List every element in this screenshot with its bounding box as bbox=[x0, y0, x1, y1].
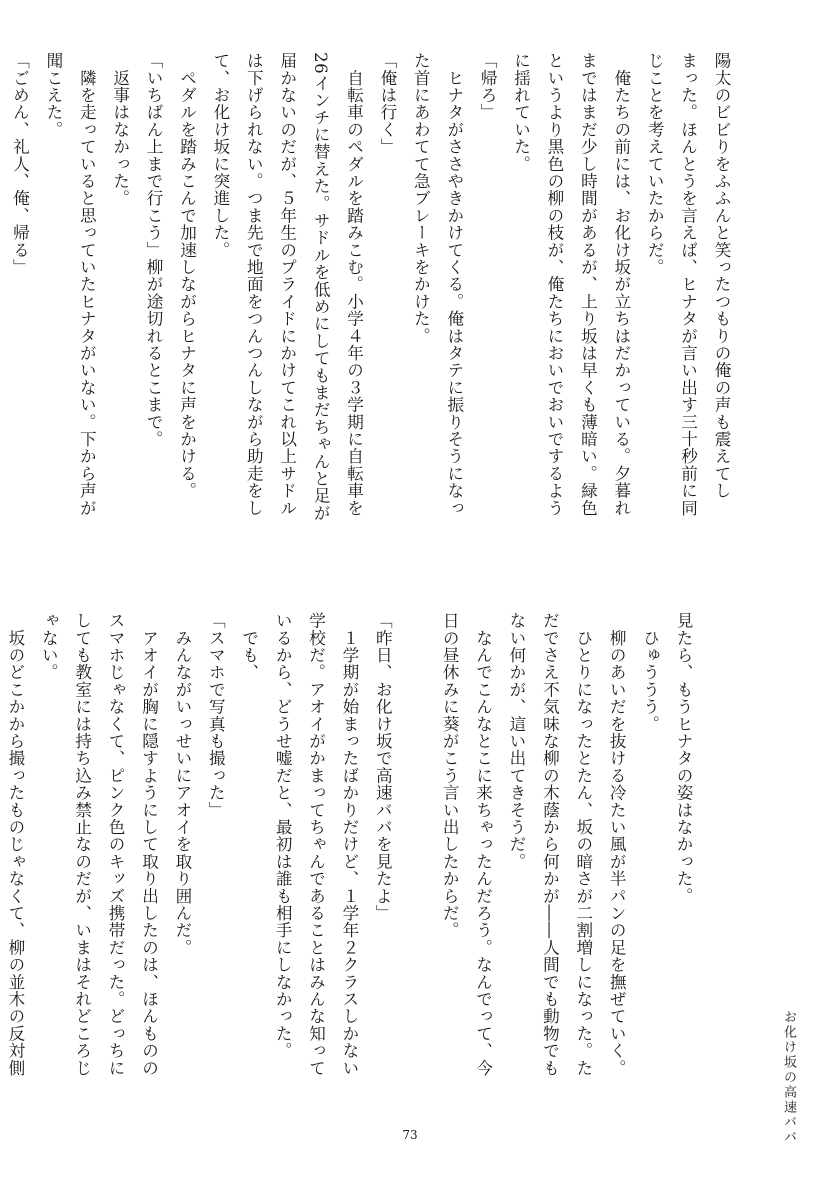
text-line: 「ごめん、礼人、俺、帰る」 bbox=[10, 52, 30, 276]
text-line: 陽太のビビりをふふんと笑ったつもりの俺の声も震えてし bbox=[712, 52, 731, 500]
text-line: まった。ほんとうを言えば、ヒナタが言い出す三十秒前に同 bbox=[678, 52, 698, 517]
text-line: ゃない。 bbox=[39, 612, 59, 681]
text-line: アオイが胸に隠すようにして取り出したのは、ほんものの bbox=[139, 612, 159, 1077]
text-line: 日の昼休みに葵がこう言い出したからだ。 bbox=[440, 612, 460, 939]
text-line: スマホじゃなくて、ピンク色のキッズ携帯だった。どっちに bbox=[106, 612, 126, 1077]
text-line: 届かないのだが、５年生のプライドにかけてこれ以上サドル bbox=[277, 52, 297, 517]
running-title: お化け坂の高速ババ bbox=[781, 1010, 796, 1145]
text-line: というより黒色の柳の枝が、俺たちにおいでおいでするよう bbox=[544, 52, 564, 517]
text-line: に揺れていた。 bbox=[511, 52, 531, 173]
text-line: ない何かが、這い出てきそうだ。 bbox=[506, 612, 526, 870]
text-line: 「帰ろ」 bbox=[478, 52, 498, 121]
text-line: だでさえ不気味な柳の木蔭から何かが――人間でも動物でも bbox=[540, 612, 560, 1077]
page-number: 73 bbox=[402, 1128, 418, 1142]
text-line: しても教室には持ち込み禁止なのだが、いまはそれどころじ bbox=[72, 612, 92, 1077]
text-line: 26インチに替えた。サドルを低めにしてもまだちゃんと足が bbox=[311, 52, 331, 522]
text-line: 「俺は行く」 bbox=[377, 52, 397, 156]
text-line: 俺たちの前には、お化け坂が立ちはだかっている。夕暮れ bbox=[611, 52, 631, 517]
text-line: なんでこんなとこに来ちゃったんだろう。なんでって、今 bbox=[473, 612, 493, 1077]
text-line: た首にあわてて急ブレーキをかけた。 bbox=[411, 52, 431, 345]
text-line: は下げられない。つま先で地面をつんつんしながら助走をし bbox=[244, 52, 264, 517]
text-line: 柳のあいだを抜ける冷たい風が半パンの足を撫ぜていく。 bbox=[607, 612, 627, 1077]
text-line: 「スマホで写真も撮った」 bbox=[206, 612, 226, 819]
text-line bbox=[399, 612, 432, 1132]
text-line: て、お化け坂に突進した。 bbox=[210, 52, 230, 259]
text-line: 隣を走っていると思っていたヒナタがいない。下から声が bbox=[77, 52, 97, 517]
lower-text-block bbox=[0, 612, 700, 1132]
text-line: まではまだ少し時間があるが、上り坂は早くも薄暗い。緑色 bbox=[578, 52, 598, 517]
text-line: 聞こえた。 bbox=[43, 52, 63, 138]
text-line: じことを考えていたからだ。 bbox=[645, 52, 665, 276]
text-line: 「昨日、お化け坂で高速ババを見たよ」 bbox=[373, 612, 393, 922]
text-line: ひゅううう。 bbox=[640, 612, 660, 733]
text-line: ヒナタがささやきかけてくる。俺はタテに振りそうになっ bbox=[444, 52, 464, 517]
text-line: 学校だ。アオイがかまってちゃんであることはみんな知って bbox=[306, 612, 326, 1077]
text-line bbox=[0, 52, 3, 572]
text-line: 返事はなかった。 bbox=[110, 52, 130, 207]
text-line: 「いちばん上まで行こう」柳が途切れるとこまで。 bbox=[144, 52, 164, 448]
text-line: 見たら、もうヒナタの姿はなかった。 bbox=[674, 612, 693, 905]
text-line: ひとりになったとたん、坂の暗さが二割増しになった。た bbox=[573, 612, 593, 1077]
text-line: １学期が始まったばかりだけど、１学年２クラスしかない bbox=[339, 612, 359, 1077]
text-line: 坂のどこかから撮ったものじゃなくて、柳の並木の反対側 bbox=[5, 612, 25, 1077]
text-line: 自転車のペダルを踏みこむ。小学４年の３学期に自転車を bbox=[344, 52, 364, 517]
upper-text-block bbox=[0, 52, 738, 572]
text-line: いるから、どうせ嘘だと、最初は誰も相手にしなかった。 bbox=[273, 612, 293, 1060]
text-line: でも、 bbox=[239, 612, 259, 681]
text-line: みんながいっせいにアオイを取り囲んだ。 bbox=[172, 612, 192, 956]
text-line: ペダルを踏みこんで加速しながらヒナタに声をかける。 bbox=[177, 52, 197, 500]
